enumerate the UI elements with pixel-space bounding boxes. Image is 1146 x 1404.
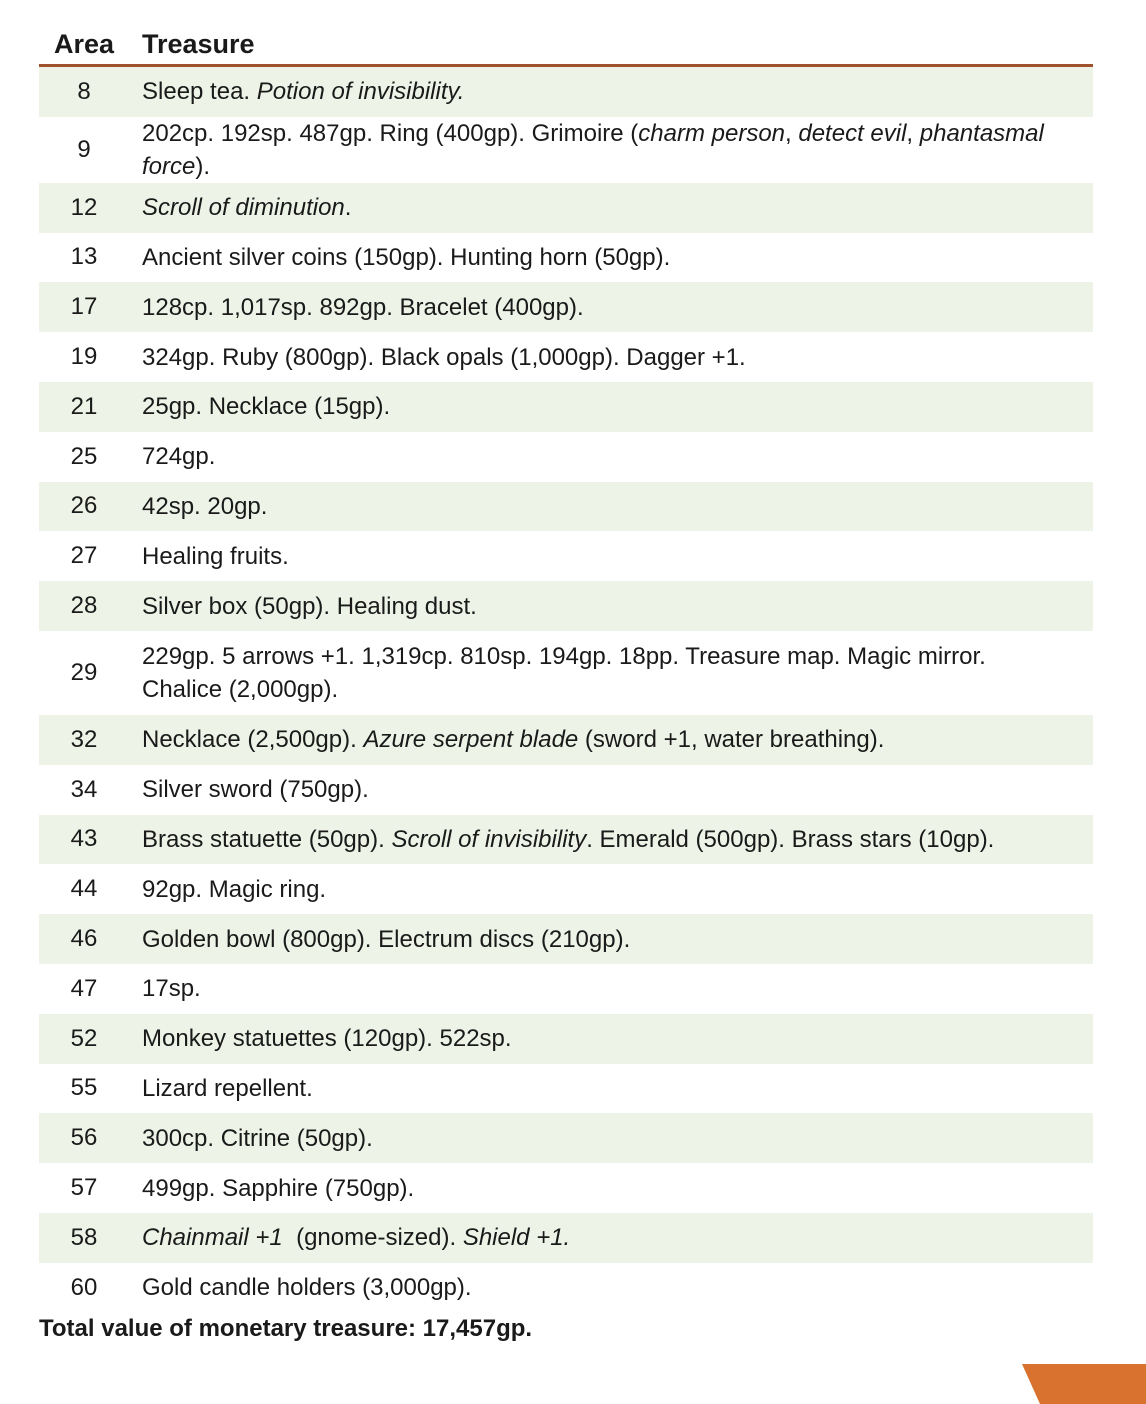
treasure-description xyxy=(129,640,1093,706)
table-header xyxy=(39,22,1093,67)
area-number: 8 xyxy=(77,77,91,105)
area-number: 21 xyxy=(70,392,98,420)
total-value: Total value of monetary treasure: 17,457gp. xyxy=(39,1315,533,1342)
treasure-description xyxy=(129,873,1093,906)
area-number: 27 xyxy=(70,542,98,570)
area-number: 26 xyxy=(70,492,98,520)
italic-text: Scroll of diminution xyxy=(142,194,345,222)
area-number: 58 xyxy=(70,1223,98,1251)
text-segment: Silver sword (750gp). xyxy=(142,776,369,804)
treasure-description xyxy=(129,191,1093,224)
text-segment: Lizard repellent. xyxy=(142,1074,313,1102)
italic-text: Potion of invisibility. xyxy=(256,78,465,106)
treasure-description xyxy=(129,773,1093,806)
italic-text: Scroll of invisibility xyxy=(391,825,587,853)
table-row xyxy=(39,581,1093,631)
text-segment: 300cp. Citrine (50gp). xyxy=(142,1124,373,1152)
table-row xyxy=(39,531,1093,581)
text-segment: 92gp. Magic ring. xyxy=(142,875,327,903)
area-number: 55 xyxy=(70,1074,98,1102)
area-number: 25 xyxy=(70,442,98,470)
area-number: 46 xyxy=(70,925,98,953)
text-segment: , xyxy=(906,119,920,147)
text-segment: Monkey statuettes (120gp). 522sp. xyxy=(142,1025,512,1053)
treasure-description xyxy=(129,1022,1093,1055)
treasure-description xyxy=(129,723,1093,756)
text-segment: 17sp. xyxy=(142,975,201,1003)
italic-text: phantasmal force xyxy=(142,119,1051,180)
text-segment: 202cp. 192sp. 487gp. Ring (400gp). Grimoire ( xyxy=(142,119,639,147)
treasure-description xyxy=(129,823,1093,856)
table-row xyxy=(39,117,1093,183)
table-row xyxy=(39,233,1093,283)
italic-text: Chainmail +1 xyxy=(142,1224,283,1252)
text-segment: , xyxy=(785,119,799,147)
text-segment: . Emerald (500gp). Brass stars (10gp). xyxy=(586,825,995,853)
table-row xyxy=(39,864,1093,914)
text-segment: Brass statuette (50gp). xyxy=(142,825,392,853)
area-number: 60 xyxy=(70,1273,98,1301)
area-number: 44 xyxy=(70,875,98,903)
text-segment: 324gp. Ruby (800gp). Black opals (1,000gp). Dagger +1. xyxy=(142,343,746,371)
table-row xyxy=(39,332,1093,382)
table-row xyxy=(39,1213,1093,1263)
treasure-description xyxy=(129,490,1093,523)
text-segment: 42sp. 20gp. xyxy=(142,492,268,520)
area-number: 29 xyxy=(70,658,98,686)
treasure-description xyxy=(129,1221,1093,1254)
text-segment: 229gp. 5 arrows +1. 1,319cp. 810sp. 194gp. 18pp. Treasure map. Magic mirror. xyxy=(142,642,986,670)
treasure-description xyxy=(129,75,1093,108)
text-segment: Healing fruits. xyxy=(142,542,289,570)
table-row xyxy=(39,183,1093,233)
area-number: 56 xyxy=(70,1124,98,1152)
table-row xyxy=(39,1163,1093,1213)
treasure-description xyxy=(129,923,1093,956)
table-row xyxy=(39,1064,1093,1114)
table-row xyxy=(39,1113,1093,1163)
text-segment: . xyxy=(344,194,352,222)
header-treasure: Treasure xyxy=(142,29,255,59)
text-segment: (sword +1, water breathing). xyxy=(578,726,885,754)
text-segment: Sleep tea. xyxy=(142,78,257,106)
area-number: 28 xyxy=(70,592,98,620)
table-row xyxy=(39,964,1093,1014)
treasure-description xyxy=(129,1172,1093,1205)
text-segment: Silver box (50gp). Healing dust. xyxy=(142,592,477,620)
italic-text: Shield +1. xyxy=(462,1224,571,1252)
treasure-description xyxy=(129,440,1093,473)
area-number: 12 xyxy=(70,193,98,221)
text-segment: ). xyxy=(195,152,211,180)
table-body xyxy=(39,67,1093,1313)
text-segment: 499gp. Sapphire (750gp). xyxy=(142,1174,415,1202)
header-area: Area xyxy=(53,29,115,59)
italic-text: charm person xyxy=(638,119,786,147)
table-row xyxy=(39,631,1093,715)
area-number: 17 xyxy=(70,293,98,321)
area-number: 47 xyxy=(70,974,98,1002)
table-row xyxy=(39,1263,1093,1313)
treasure-description xyxy=(129,1122,1093,1155)
text-segment: 128cp. 1,017sp. 892gp. Bracelet (400gp). xyxy=(142,293,584,321)
text-segment: Gold candle holders (3,000gp). xyxy=(142,1274,472,1302)
text-segment: 25gp. Necklace (15gp). xyxy=(142,393,391,421)
treasure-description xyxy=(129,291,1093,324)
area-number: 9 xyxy=(77,135,91,163)
text-segment: 724gp. xyxy=(142,443,216,471)
treasure-description xyxy=(129,1271,1093,1304)
treasure-description xyxy=(129,1072,1093,1105)
treasure-description xyxy=(129,341,1093,374)
area-number: 13 xyxy=(70,243,98,271)
corner-tab-shape xyxy=(1022,1364,1146,1404)
text-segment: Necklace (2,500gp). xyxy=(142,726,364,754)
area-number: 43 xyxy=(70,825,98,853)
treasure-description xyxy=(129,972,1093,1005)
area-number: 57 xyxy=(70,1174,98,1202)
table-row xyxy=(39,1014,1093,1064)
italic-text: detect evil xyxy=(798,119,907,147)
table-row xyxy=(39,67,1093,117)
table-row xyxy=(39,715,1093,765)
italic-text: Azure serpent blade xyxy=(363,726,579,754)
treasure-description xyxy=(129,241,1093,274)
area-number: 19 xyxy=(70,343,98,371)
treasure-description xyxy=(129,117,1093,183)
text-segment: Golden bowl (800gp). Electrum discs (210gp). xyxy=(142,925,631,953)
table-row xyxy=(39,382,1093,432)
corner-tab xyxy=(1022,1364,1146,1404)
text-segment: Ancient silver coins (150gp). Hunting horn (50gp). xyxy=(142,243,671,271)
text-segment: Chalice (2,000gp). xyxy=(142,675,339,703)
treasure-description xyxy=(129,390,1093,423)
table-row xyxy=(39,914,1093,964)
table-row xyxy=(39,432,1093,482)
area-number: 52 xyxy=(70,1024,98,1052)
table-row xyxy=(39,815,1093,865)
treasure-table xyxy=(39,22,1093,1313)
text-segment: (gnome-sized). xyxy=(282,1224,463,1252)
table-row xyxy=(39,282,1093,332)
area-number: 34 xyxy=(70,775,98,803)
treasure-description xyxy=(129,540,1093,573)
treasure-description xyxy=(129,590,1093,623)
table-row xyxy=(39,482,1093,532)
area-number: 32 xyxy=(70,725,98,753)
table-row xyxy=(39,765,1093,815)
